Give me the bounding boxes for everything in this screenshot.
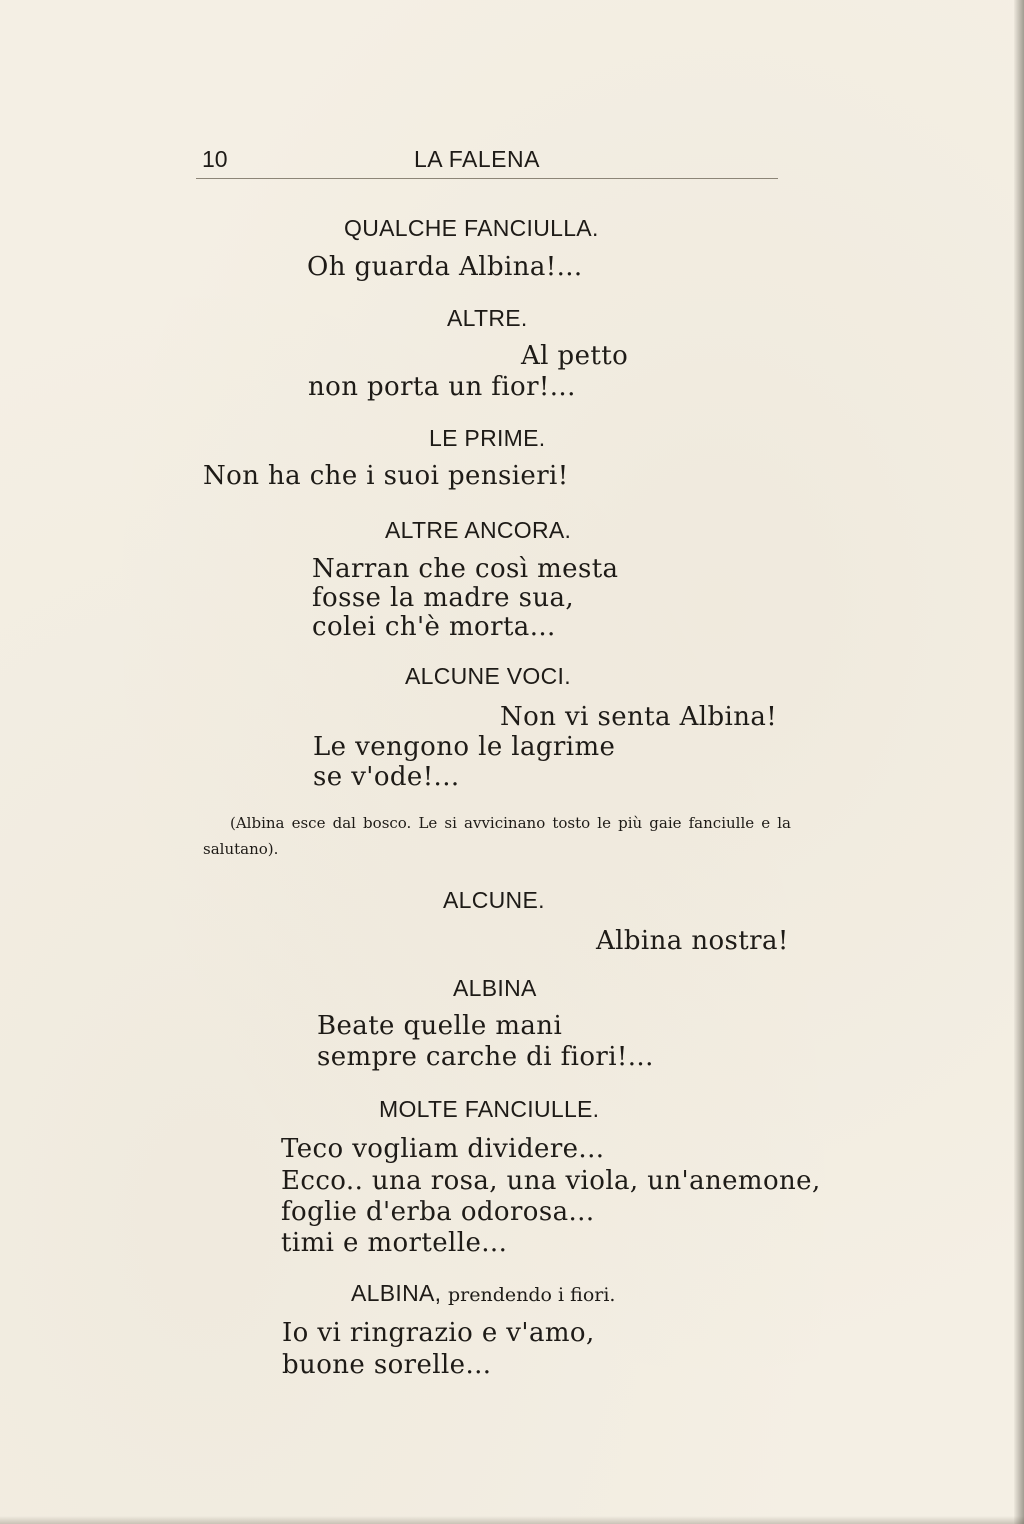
speaker-molte-fanciulle: MOLTE FANCIULLE. bbox=[379, 1096, 600, 1122]
verse-line: Ecco.. una rosa, una viola, un'anemone, bbox=[281, 1166, 821, 1196]
verse-line: sempre carche di fiori!... bbox=[317, 1042, 654, 1072]
verse-line: Al petto bbox=[521, 341, 629, 371]
verse-line: se v'ode!... bbox=[313, 762, 460, 792]
speaker-albina: ALBINA bbox=[453, 975, 537, 1001]
verse-line: fosse la madre sua, bbox=[312, 583, 575, 613]
verse-line: Io vi ringrazio e v'amo, bbox=[282, 1318, 595, 1348]
speaker-name: ALBINA, bbox=[351, 1280, 442, 1306]
verse-line: non porta un fior!... bbox=[308, 372, 576, 402]
page-number: 10 bbox=[202, 146, 228, 172]
speaker-alcune-voci: ALCUNE VOCI. bbox=[405, 663, 571, 689]
speaker-altre-ancora: ALTRE ANCORA. bbox=[385, 517, 572, 543]
verse-line: Teco vogliam dividere... bbox=[281, 1134, 605, 1164]
speaker-albina-direction bbox=[351, 1279, 615, 1309]
verse-line: colei ch'è morta... bbox=[312, 612, 556, 642]
verse-line: Beate quelle mani bbox=[317, 1011, 563, 1041]
speaker-direction: prendendo i fiori. bbox=[448, 1284, 616, 1306]
verse-line: Narran che così mesta bbox=[312, 554, 619, 584]
verse-line: Non ha che i suoi pensieri! bbox=[203, 461, 569, 491]
verse-line: timi e mortelle... bbox=[281, 1228, 508, 1258]
verse-line: Albina nostra! bbox=[596, 926, 789, 956]
running-head bbox=[196, 146, 778, 179]
verse-line: buone sorelle... bbox=[282, 1350, 492, 1380]
page-bottom-shadow bbox=[0, 1516, 1024, 1524]
verse-line: Non vi senta Albina! bbox=[500, 702, 778, 732]
running-title: LA FALENA bbox=[414, 146, 540, 172]
verse-line: foglie d'erba odorosa... bbox=[281, 1197, 595, 1227]
speaker-alcune: ALCUNE. bbox=[443, 887, 545, 913]
speaker-altre: ALTRE. bbox=[447, 305, 528, 331]
verse-line: Le vengono le lagrime bbox=[313, 732, 616, 762]
stage-direction: (Albina esce dal bosco. Le si avvicinano tosto le più gaie fanciulle e la salutano). bbox=[203, 814, 791, 858]
speaker-le-prime: LE PRIME. bbox=[429, 425, 546, 451]
verse-line: Oh guarda Albina!... bbox=[307, 252, 583, 282]
page-edge-shadow bbox=[1014, 0, 1024, 1524]
speaker-qualche-fanciulla: QUALCHE FANCIULLA. bbox=[344, 215, 599, 241]
